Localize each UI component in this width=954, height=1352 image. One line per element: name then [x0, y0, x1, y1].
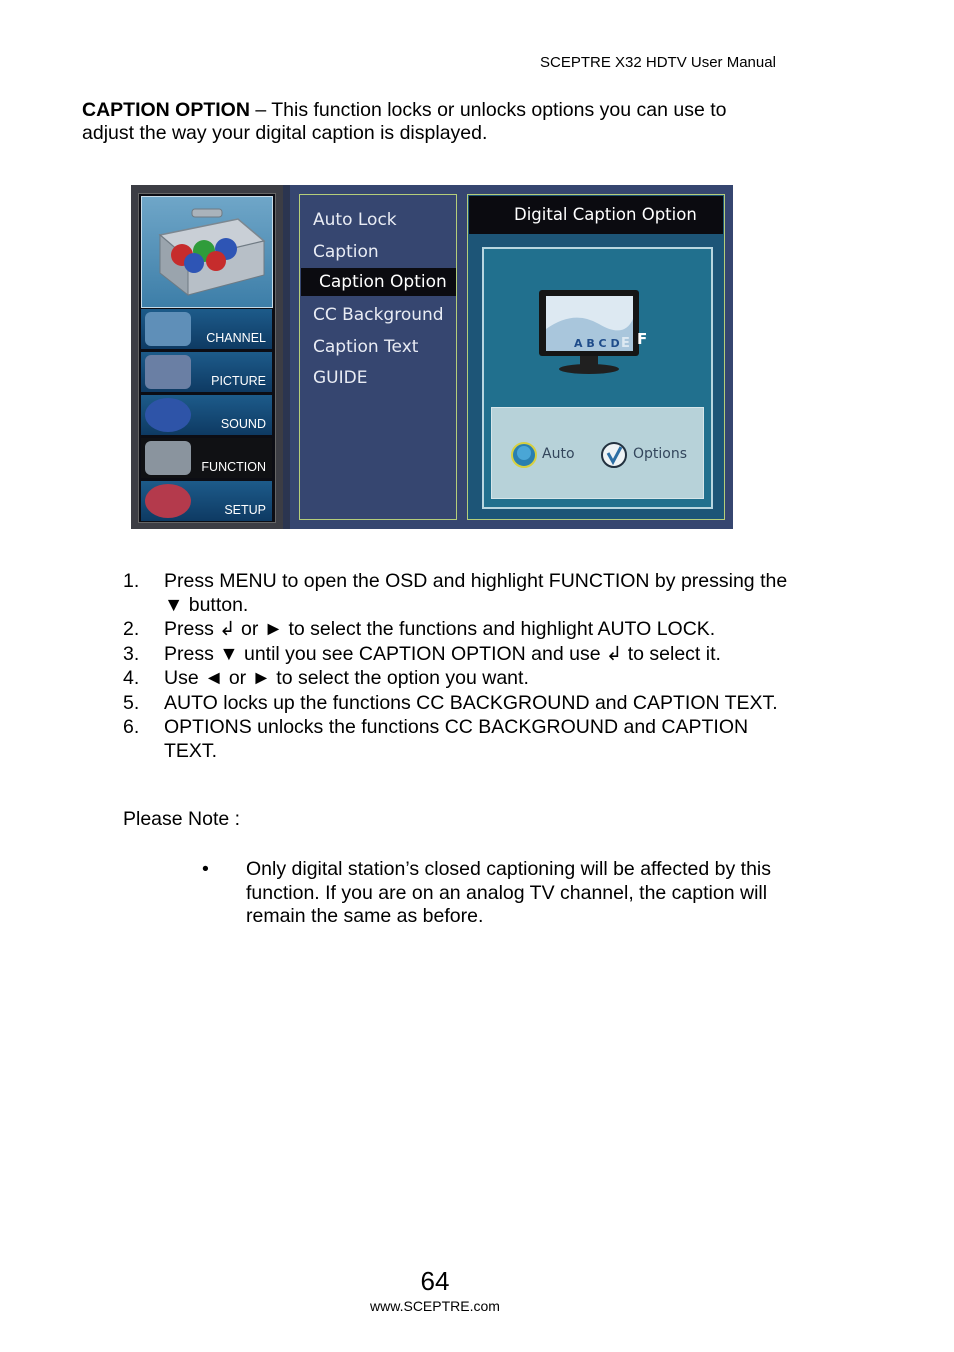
auto-radio-icon[interactable] — [510, 441, 538, 469]
function-menu — [299, 194, 457, 520]
category-sound[interactable] — [141, 395, 272, 435]
category-label: FUNCTION — [201, 460, 266, 474]
menu-item-caption-option[interactable] — [301, 268, 456, 296]
function-menu-panel — [290, 185, 466, 529]
category-label: PICTURE — [211, 374, 266, 388]
category-label: SETUP — [224, 503, 266, 517]
menu-item-guide[interactable]: GUIDE — [313, 368, 368, 388]
step-item: 2. Press ↲ or ► to select the functions and highlight AUTO LOCK. — [123, 618, 716, 640]
caption-preview — [482, 247, 713, 509]
bullet-icon: • — [202, 858, 209, 880]
step-item: 5. AUTO locks up the functions CC BACKGROUND and CAPTION TEXT. — [123, 691, 778, 714]
category-picture[interactable] — [141, 352, 272, 392]
category-label: CHANNEL — [206, 331, 266, 345]
options-check-icon[interactable] — [600, 441, 628, 469]
toolbox-small-icon — [145, 441, 191, 475]
category-column — [131, 185, 283, 529]
website-footer: www.SCEPTRE.com — [370, 1298, 500, 1314]
osd-screenshot — [131, 185, 733, 529]
step-item: 1. Press MENU to open the OSD and highlight FUNCTION by pressing the ▼ button. — [123, 570, 788, 616]
page-number: 64 — [420, 1266, 450, 1296]
menu-item-caption-text[interactable]: Caption Text — [313, 337, 419, 357]
intro-text: – This function locks or unlocks options you can use to adjust the way your digital caption is displayed. — [82, 99, 727, 144]
category-channel[interactable] — [141, 309, 272, 349]
step-item: 6. OPTIONS unlocks the functions CC BACKGROUND and CAPTION TEXT. — [123, 716, 749, 762]
tv-icon — [145, 312, 191, 346]
svg-text:F: F — [637, 330, 648, 348]
monitor-icon — [484, 249, 711, 399]
caption-option-panel — [466, 185, 733, 529]
toolbox-icon — [141, 196, 273, 308]
panel-title: Digital Caption Option — [514, 205, 697, 224]
preview-letters: A B C D — [574, 337, 620, 350]
speaker-icon — [145, 398, 191, 432]
option-options[interactable]: Options — [633, 446, 688, 462]
menu-item-auto-lock[interactable]: Auto Lock — [313, 210, 397, 230]
category-setup[interactable] — [141, 481, 272, 521]
intro-paragraph — [82, 99, 782, 145]
step-item: 4. Use ◄ or ► to select the option you want. — [123, 667, 529, 689]
svg-text:E: E — [621, 336, 630, 351]
category-function[interactable] — [141, 438, 272, 478]
paint-icon — [145, 355, 191, 389]
intro-term: CAPTION OPTION — [82, 99, 250, 121]
gear-icon — [145, 484, 191, 518]
instruction-steps — [123, 570, 803, 764]
option-selector[interactable] — [491, 407, 704, 499]
step-item: 3. Press ▼ until you see CAPTION OPTION and use ↲ to select it. — [123, 642, 721, 665]
caption-option-frame — [467, 194, 725, 520]
note-label: Please Note : — [123, 808, 241, 830]
menu-item-cc-background[interactable]: CC Background — [313, 305, 444, 325]
bullet-text: Only digital station’s closed captioning will be affected by this function. If you are on an analog TV channel, the caption will remain the same as before. — [246, 858, 771, 927]
category-list — [138, 193, 276, 523]
panel-title-bar — [469, 196, 723, 234]
category-label: SOUND — [220, 417, 266, 431]
option-auto[interactable]: Auto — [542, 446, 575, 462]
menu-item-label: Caption Option — [319, 272, 447, 292]
manual-header: SCEPTRE X32 HDTV User Manual — [540, 54, 776, 71]
menu-item-caption[interactable]: Caption — [313, 242, 379, 262]
